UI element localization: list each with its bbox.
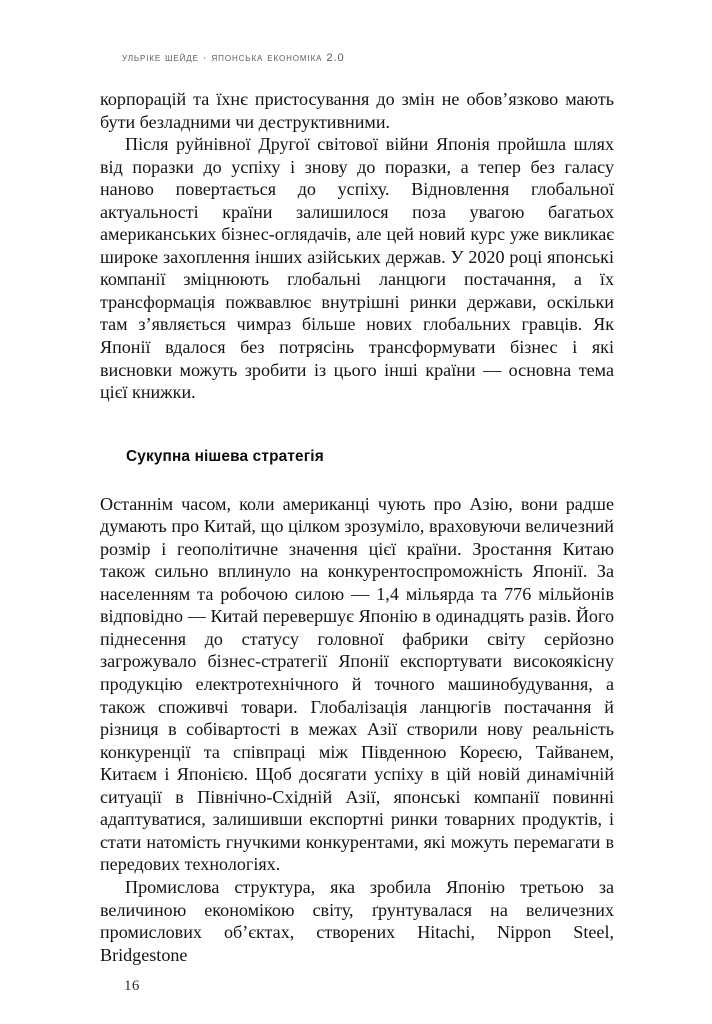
running-head: ульріке шейде · японська економіка 2.0 <box>122 52 345 64</box>
text-block <box>100 88 614 966</box>
heading-spacer-below <box>100 466 614 493</box>
paragraph-continuation: корпорацій та їхнє пристосування до змін не обов’язково мають бути безладними чи деструктивними. <box>100 89 614 132</box>
page-number: 16 <box>124 978 140 994</box>
section-heading: Сукупна нішева стратегія <box>126 447 324 465</box>
paragraph-industrial-structure: Промислова структура, яка зробила Японію третьою за величиною економікою світу, ґрунтувалася на величезних промислових об’єктах, створених Hitachi, Nippon Steel, Bridgestone <box>100 876 614 965</box>
heading-spacer-above <box>100 404 614 448</box>
paragraph-postwar-japan: Після руйнівної Другої світової війни Японія пройшла шлях від поразки до успіху і знову до поразки, а тепер без галасу наново повертається до успіху. Відновлення глобальної актуальності країни залишилося поза увагою багатьох американських бізнес-оглядачів, але цей новий курс уже викликає широке захоплення інших азійських держав. У 2020 році японські компанії зміцнюють глобальні ланцюги постачання, а їх трансформація пожвавлює внутрішні ринки держави, оскільки там з’являється чимраз більше нових глобальних гравців. Як Японії вдалося без потрясінь трансформувати бізнес і які висновки можуть зробити із цього інші країни — основна тема цієї книжки. <box>100 134 614 403</box>
paragraph-china-asia: Останнім часом, коли американці чують про Азію, вони радше думають про Китай, що цілком зрозуміло, враховуючи величезний розмір і геополітичне значення цієї країни. Зростання Китаю також сильно вплинуло на конкурентоспроможність Японії. За населенням та робочою силою — 1,4 мільярда та 776 мільйонів відповідно — Китай перевершує Японію в одинадцять разів. Його піднесення до статусу головної фабрики світу серйозно загрожувало бізнес-стратегії Японії експортувати високоякісну продукцію електротехнічного й точного машинобудування, а також споживчі товари. Глобалізація ланцюгів постачання й різниця в собівартості в межах Азії створили нову реальність конкуренції та співпраці між Південною Кореєю, Тайванем, Китаєм і Японією. Щоб досягати успіху в цій новій динамічній ситуації в Північно-Східній Азії, японські компанії повинні адаптуватися, залишивши експортні ринки товарних продуктів, і стати натомість гнучкими конкурентами, які можуть перемагати в передових технологіях. <box>100 493 614 875</box>
